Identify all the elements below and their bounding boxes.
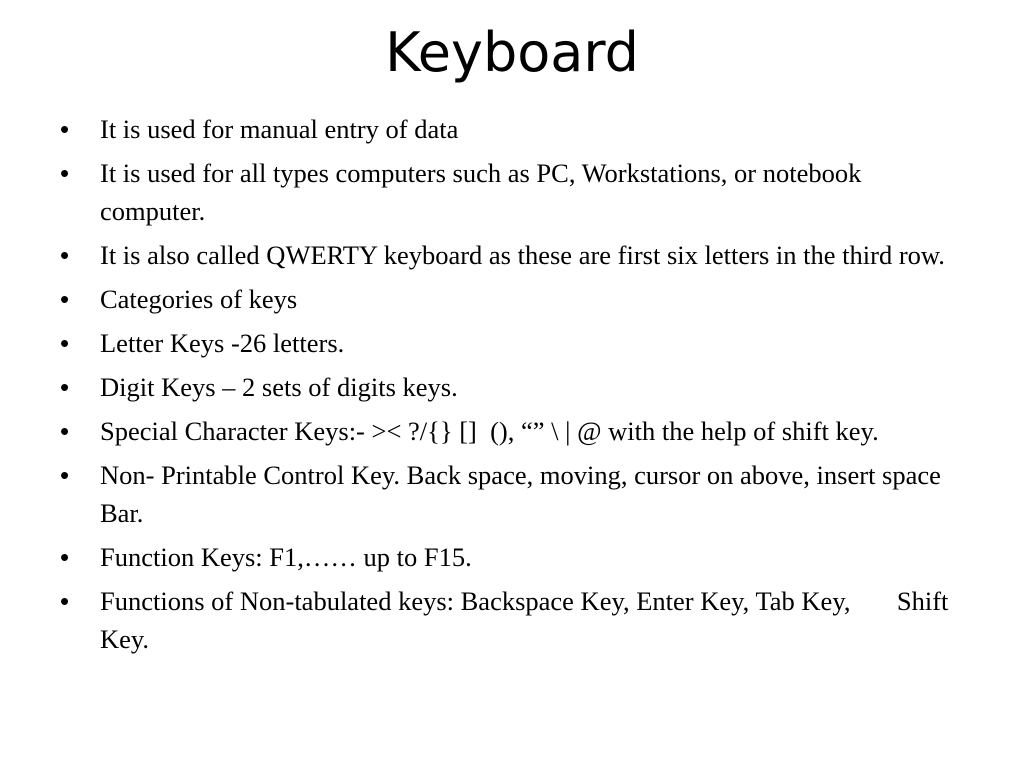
bullet-icon: • (60, 328, 70, 358)
bullet-item (60, 280, 970, 318)
bullet-item (60, 538, 970, 576)
bullet-text: It is also called QWERTY keyboard as these are first six letters in the third row. (100, 240, 945, 270)
bullet-text: Categories of keys (100, 284, 298, 314)
bullet-item (60, 324, 970, 362)
bullet-icon: • (60, 284, 70, 314)
bullet-icon: • (60, 586, 70, 616)
bullet-icon: • (60, 240, 70, 270)
bullet-list (60, 110, 970, 664)
bullet-icon: • (60, 114, 70, 144)
bullet-icon: • (60, 158, 70, 188)
bullet-text: Function Keys: F1,…… up to F15. (100, 542, 472, 572)
bullet-item (60, 412, 970, 450)
bullet-icon: • (60, 416, 70, 446)
bullet-text: Non- Printable Control Key. Back space, moving, cursor on above, insert space Bar. (100, 460, 948, 528)
bullet-text: Digit Keys – 2 sets of digits keys. (100, 372, 458, 402)
bullet-item (60, 154, 970, 230)
slide-title: Keyboard (385, 21, 639, 84)
bullet-icon: • (60, 460, 70, 490)
bullet-icon: • (60, 542, 70, 572)
bullet-icon: • (60, 372, 70, 402)
bullet-item (60, 368, 970, 406)
bullet-text: It is used for all types computers such as PC, Workstations, or notebook computer. (100, 158, 868, 226)
bullet-item (60, 236, 970, 274)
bullet-text: Letter Keys -26 letters. (100, 328, 345, 358)
bullet-item (60, 110, 970, 148)
bullet-item (60, 456, 970, 532)
bullet-text: It is used for manual entry of data (100, 114, 459, 144)
bullet-item (60, 582, 970, 658)
bullet-text: Functions of Non-tabulated keys: Backspace Key, Enter Key, Tab Key, Shift Key. (100, 586, 956, 654)
bullet-text: Special Character Keys:- >< ?/{} [] (), “” \ | @ with the help of shift key. (100, 416, 879, 446)
